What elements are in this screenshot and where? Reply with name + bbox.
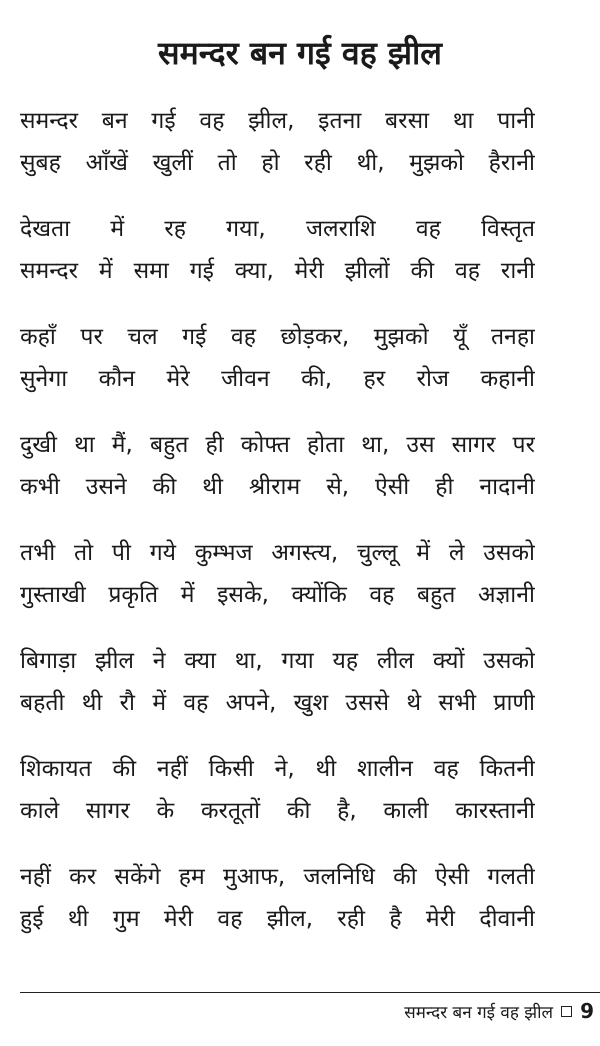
poem-line: समन्दर बन गई वह झील, इतना बरसा था पानी xyxy=(20,108,535,134)
page-title: समन्दर बन गई वह झील xyxy=(157,34,443,72)
poem-line: समन्दर में समा गई क्या, मेरी झीलों की वह रानी xyxy=(20,258,535,284)
page-number: 9 xyxy=(580,999,594,1023)
stanza-8 xyxy=(20,856,535,964)
stanza-7 xyxy=(20,748,535,856)
poem-line: कभी उसने की थी श्रीराम से, ऐसी ही नादानी xyxy=(20,474,535,500)
stanza-1 xyxy=(20,100,535,208)
poem-line: गुस्ताखी प्रकृति में इसके, क्योंकि वह बहुत अज्ञानी xyxy=(20,582,535,608)
poem-line: तभी तो पी गये कुम्भज अगस्त्य, चुल्लू में ले उसको xyxy=(20,540,535,566)
running-title: समन्दर बन गई वह झील xyxy=(404,1002,554,1023)
page-footer xyxy=(404,996,594,1026)
footer-divider xyxy=(20,992,600,993)
poem-line: बहती थी रौ में वह अपने, खुश उससे थे सभी प्राणी xyxy=(20,690,535,716)
stanza-6 xyxy=(20,640,535,748)
square-bullet-icon xyxy=(561,1006,572,1017)
poem-line: नहीं कर सकेंगे हम मुआफ, जलनिधि की ऐसी गलती xyxy=(20,864,535,890)
poem-line: बिगाड़ा झील ने क्या था, गया यह लील क्यों उसको xyxy=(20,648,535,674)
poem-line: सुबह आँखें खुलीं तो हो रही थी, मुझको हैरानी xyxy=(20,150,535,176)
poem-line: सुनेगा कौन मेरे जीवन की, हर रोज कहानी xyxy=(20,366,535,392)
stanza-4 xyxy=(20,424,535,532)
stanza-3 xyxy=(20,316,535,424)
stanza-5 xyxy=(20,532,535,640)
poem-line: हुई थी गुम मेरी वह झील, रही है मेरी दीवानी xyxy=(20,906,535,932)
stanza-2 xyxy=(20,208,535,316)
poem-line: शिकायत की नहीं किसी ने, थी शालीन वह कितनी xyxy=(20,756,535,782)
poem-line: दुखी था मैं, बहुत ही कोफ्त होता था, उस सागर पर xyxy=(20,432,535,458)
poem-line: कहाँ पर चल गई वह छोड़कर, मुझको यूँ तनहा xyxy=(20,324,535,350)
poem-line: देखता में रह गया, जलराशि वह विस्तृत xyxy=(20,216,535,242)
poem-body xyxy=(20,100,535,964)
poem-line: काले सागर के करतूतों की है, काली कारस्तानी xyxy=(20,798,535,824)
